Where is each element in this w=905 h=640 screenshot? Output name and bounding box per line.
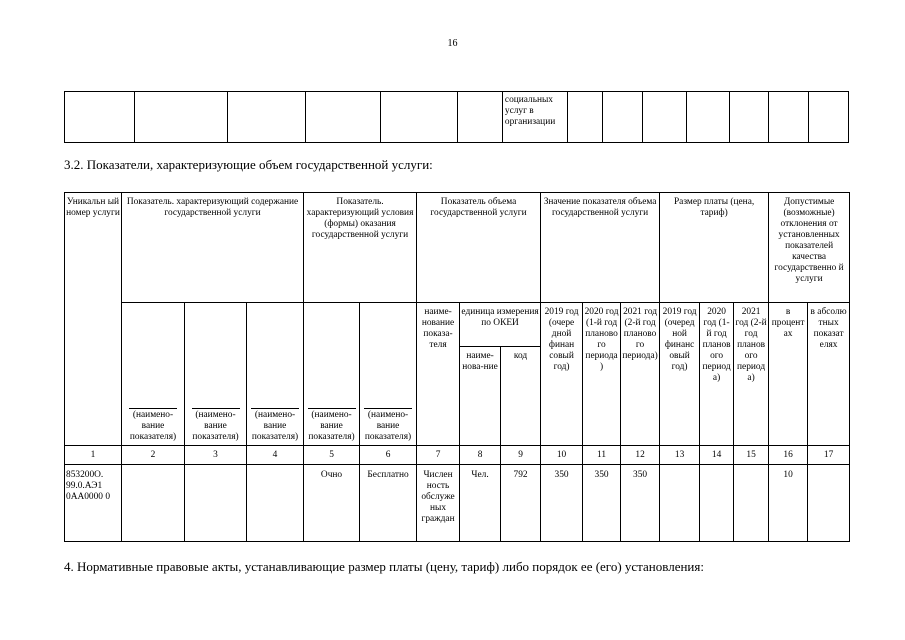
cell-unit-name: Чел. xyxy=(460,465,501,542)
sub-name-label: (наимено-вание показателя) xyxy=(192,410,239,442)
cell-2020-fee xyxy=(700,465,734,542)
header-absolute: в абсолю тных показат елях xyxy=(808,303,850,446)
cell-content-2 xyxy=(185,465,247,542)
column-number: 15 xyxy=(734,446,769,465)
header-unit-code: код xyxy=(501,347,541,446)
column-number: 3 xyxy=(185,446,247,465)
section-4-heading: 4. Нормативные правовые акты, устанавливающие размер платы (цену, тариф) либо порядок ее (его) установления: xyxy=(64,559,704,574)
blank-line xyxy=(308,408,356,409)
header-2019-volume: 2019 год (очере дной финан совый год) xyxy=(541,303,583,446)
sub-name-cell xyxy=(122,303,185,446)
top-cell xyxy=(729,92,769,143)
top-text-cell xyxy=(502,92,567,143)
table-row xyxy=(65,465,850,542)
top-cell xyxy=(381,92,458,143)
sub-name-label: (наимено-вание показателя) xyxy=(251,410,299,442)
cell-2019-fee xyxy=(660,465,700,542)
column-number: 8 xyxy=(460,446,501,465)
blank-line xyxy=(251,408,299,409)
blank-line xyxy=(129,408,177,409)
column-number: 11 xyxy=(583,446,621,465)
top-table-fragment xyxy=(64,91,849,143)
top-cell xyxy=(305,92,381,143)
top-cell xyxy=(809,92,849,143)
cell-content-1 xyxy=(122,465,185,542)
sub-name-cell xyxy=(304,303,360,446)
section-3-2-heading: 3.2. Показатели, характеризующие объем государственной услуги: xyxy=(64,157,433,172)
header-indicator-name: наиме-нование показа-теля xyxy=(417,303,460,446)
header-2020-volume: 2020 год (1-й год планово го периода) xyxy=(583,303,621,446)
header-unit-name: наиме-нова-ние xyxy=(460,347,501,446)
column-number: 4 xyxy=(247,446,304,465)
top-cell xyxy=(642,92,686,143)
header-2020-fee: 2020 год (1-й год планов ого период а) xyxy=(700,303,734,446)
column-number: 1 xyxy=(65,446,122,465)
sub-name-cell xyxy=(360,303,417,446)
sub-name-label: (наимено-вание показателя) xyxy=(129,410,177,442)
volume-indicators-table xyxy=(64,192,850,542)
top-cell xyxy=(458,92,503,143)
blank-line xyxy=(364,408,412,409)
top-text-line: социальных xyxy=(504,95,553,105)
sub-name-cell xyxy=(185,303,247,446)
column-number: 7 xyxy=(417,446,460,465)
cell-form: Очно xyxy=(304,465,360,542)
cell-2021-volume: 350 xyxy=(621,465,660,542)
header-2021-fee: 2021 год (2-й год планов ого период а) xyxy=(734,303,769,446)
top-text-line: услуг в xyxy=(504,106,534,116)
sub-name-label: (наимено-вание показателя) xyxy=(364,410,412,442)
sub-name-label: (наимено-вание показателя) xyxy=(308,410,355,442)
top-cell xyxy=(65,92,135,143)
header-content-indicator: Показатель. характеризующий содержание государственной услуги xyxy=(122,193,304,303)
cell-2020-volume: 350 xyxy=(583,465,621,542)
column-number-row xyxy=(65,446,850,465)
column-number: 17 xyxy=(808,446,850,465)
header-deviations: Допустимые (возможные) отклонения от установленных показателей качества государственно й услуги xyxy=(769,193,850,303)
column-number: 6 xyxy=(360,446,417,465)
top-cell xyxy=(602,92,642,143)
top-cell xyxy=(769,92,809,143)
column-number: 9 xyxy=(501,446,541,465)
top-cell xyxy=(228,92,306,143)
cell-payment: Бесплатно xyxy=(360,465,417,542)
blank-line xyxy=(192,408,240,409)
top-text-line: организации xyxy=(504,117,556,127)
cell-indicator-name: Числен ность обслуже ных граждан xyxy=(417,465,460,542)
cell-2021-fee xyxy=(734,465,769,542)
cell-unit-code: 792 xyxy=(501,465,541,542)
column-number: 2 xyxy=(122,446,185,465)
column-number: 10 xyxy=(541,446,583,465)
cell-2019-volume: 350 xyxy=(541,465,583,542)
top-cell xyxy=(686,92,729,143)
column-number: 14 xyxy=(700,446,734,465)
cell-unique-number: 853200О. 99.0.АЭ1 0АА0000 0 xyxy=(65,465,122,542)
cell-absolute xyxy=(808,465,850,542)
top-cell xyxy=(568,92,603,143)
column-number: 5 xyxy=(304,446,360,465)
top-cell xyxy=(135,92,228,143)
header-2019-fee: 2019 год (очеред ной финанс овый год) xyxy=(660,303,700,446)
cell-percent: 10 xyxy=(769,465,808,542)
sub-name-cell xyxy=(247,303,304,446)
column-number: 13 xyxy=(660,446,700,465)
header-percent: в процент ах xyxy=(769,303,808,446)
page-number: 16 xyxy=(447,38,458,49)
column-number: 12 xyxy=(621,446,660,465)
header-volume-indicator: Показатель объема государственной услуги xyxy=(417,193,541,303)
header-conditions-indicator: Показатель. характеризующий условия (формы) оказания государственной услуги xyxy=(304,193,417,303)
cell-content-3 xyxy=(247,465,304,542)
header-unit-okei: единица измерения по ОКЕИ xyxy=(460,303,541,347)
header-fee: Размер платы (цена, тариф) xyxy=(660,193,769,303)
header-2021-volume: 2021 год (2-й год планово го периода) xyxy=(621,303,660,446)
header-unique-number: Уникальн ый номер услуги xyxy=(65,193,122,446)
column-number: 16 xyxy=(769,446,808,465)
header-volume-value: Значение показателя объема государственной услуги xyxy=(541,193,660,303)
